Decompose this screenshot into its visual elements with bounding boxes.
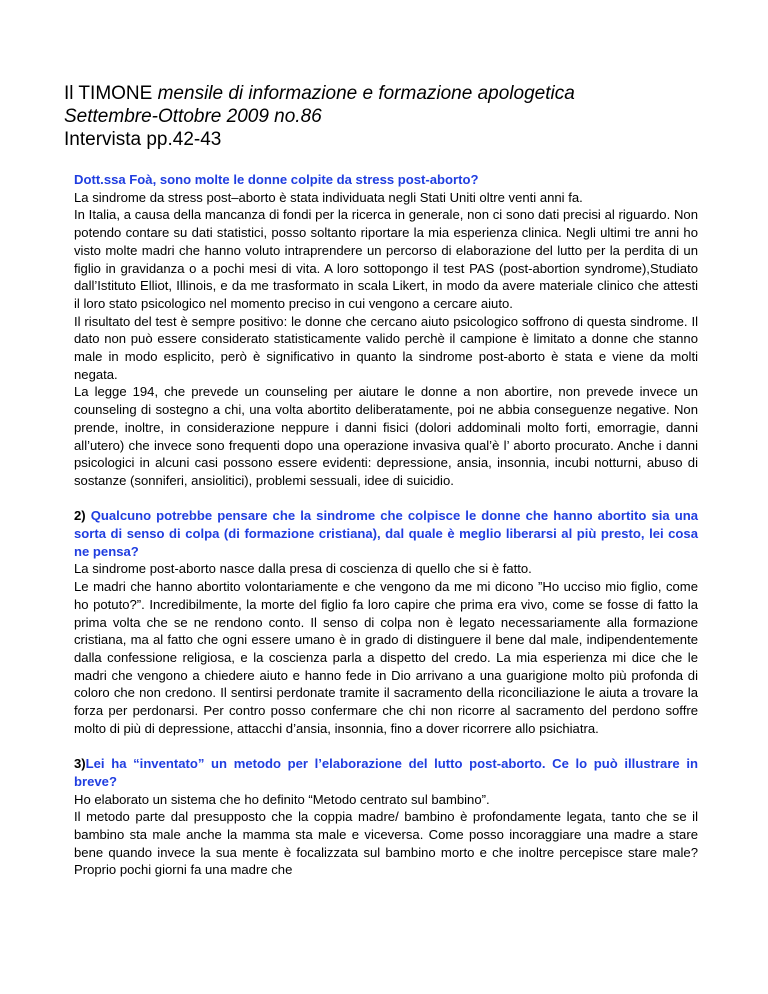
- magazine-name: Il TIMONE: [64, 83, 158, 104]
- document-header: [64, 82, 704, 151]
- answer-3-paragraph: Il metodo parte dal presupposto che la coppia madre/ bambino è profondamente legata, tanto che se il bambino sta male anche la mamma sta male e viceversa. Come posso incoraggiare una madre a stare bene quando invece la sua mente è focalizzata sul bambino morto e che inoltre percepisce stare male? Proprio pochi giorni fa una madre che: [74, 809, 698, 878]
- answer-2-paragraph: Le madri che hanno abortito volontariamente e che vengono da me mi dicono ”Ho ucciso mio figlio, come ho potuto?”. Incredibilmente, la morte del figlio fa loro capire che prima era vivo, come se fosse di fatto la prima volta che se ne rendono conto. Il senso di colpa non è legato necessariamente alla formazione cristiana, ma al fatto che ogni essere umano è in grado di distinguere il bene dal male, indipendentemente dalla confessione religiosa, e la coscienza parla a dispetto del credo. La mia esperienza mi dice che le madri che vengono a chiedere aiuto e hanno fede in Dio arrivano a una guarigione molto più profonda di coloro che non credono. Il sentirsi perdonate tramite il sacramento della riconciliazione le aiuta a trovare la forza per perdonarsi. Per contro posso confermare che chi non ricorre al sacramento del perdono soffre molto di più di depressione, attacchi d’ansia, insonnia, fino a dover ricorrere allo psichiatra.: [74, 579, 698, 736]
- answer-1-paragraph: La legge 194, che prevede un counseling per aiutare le donne a non abortire, non prevede invece un counseling di sostegno a chi, una volta abortito deliberatamente, poi ne abbia conseguenze negative. Non prende, inoltre, in considerazione neppure i danni fisici (dolori addominali molto forti, emorragie, danni all’utero) che invece sono frequenti dopo una operazione invasiva qual’è l’ aborto procurato. Anche i danni psicologici in alcuni casi possono essere evidenti: depressione, ansia, insonnia, incubi notturni, abuso di sostanze (sonniferi, ansiolitici), problemi sessuali, idee di suicidio.: [74, 384, 698, 488]
- header-line-1: [64, 82, 704, 105]
- interview-pages: Intervista pp.42-43: [64, 129, 222, 150]
- question-3: 3)Lei ha “inventato” un metodo per l’elaborazione del lutto post-aborto. Ce lo può illustrare in breve?: [74, 756, 698, 789]
- magazine-subtitle: mensile di informazione e formazione apologetica: [157, 83, 575, 104]
- section-spacer: [74, 490, 698, 508]
- section-spacer: [74, 737, 698, 755]
- question-1: Dott.ssa Foà, sono molte le donne colpite da stress post-aborto?: [74, 172, 479, 187]
- answer-1-paragraph: La sindrome da stress post–aborto è stata individuata negli Stati Uniti oltre venti anni fa.: [74, 189, 583, 205]
- answer-1-paragraph: In Italia, a causa della mancanza di fondi per la ricerca in generale, non ci sono dati precisi al riguardo. Non potendo contare su dati statistici, posso soltanto riportare la mia esperienza clinica. Negli ultimi tre anni ho visto molte madri che hanno voluto intraprendere un percorso di elaborazione del lutto per la perdita di un figlio in gravidanza o a pochi mesi di vita. A loro sottopongo il test PAS (post-abortion syndrome),Studiato dall’Istituto Elliot, Illinois, e da me trasformato in scala Likert, in modo da avere materiale clinico che attesti il loro stato psicologico nel momento preciso in cui vengono a cercare aiuto.: [74, 207, 698, 311]
- interview-body: [74, 171, 698, 879]
- question-2: 2) Qualcuno potrebbe pensare che la sindrome che colpisce le donne che hanno abortito sia una sorta di senso di colpa (di formazione cristiana), dal quale è meglio liberarsi al più presto, lei cosa ne pensa?: [74, 508, 698, 559]
- answer-2-paragraph: La sindrome post-aborto nasce dalla presa di coscienza di quello che si è fatto.: [74, 561, 532, 577]
- issue-date: Settembre-Ottobre 2009 no.86: [64, 106, 322, 127]
- answer-3-paragraph: Ho elaborato un sistema che ho definito “Metodo centrato sul bambino”.: [74, 791, 490, 807]
- answer-1-paragraph: Il risultato del test è sempre positivo: le donne che cercano aiuto psicologico soffrono di questa sindrome. Il dato non può essere considerato statisticamente valido perchè il campione è limitato a donne che stanno male in modo esplicito, però è significativo in quanto la sindrome post-aborto è stata e viene da molti negata.: [74, 313, 698, 382]
